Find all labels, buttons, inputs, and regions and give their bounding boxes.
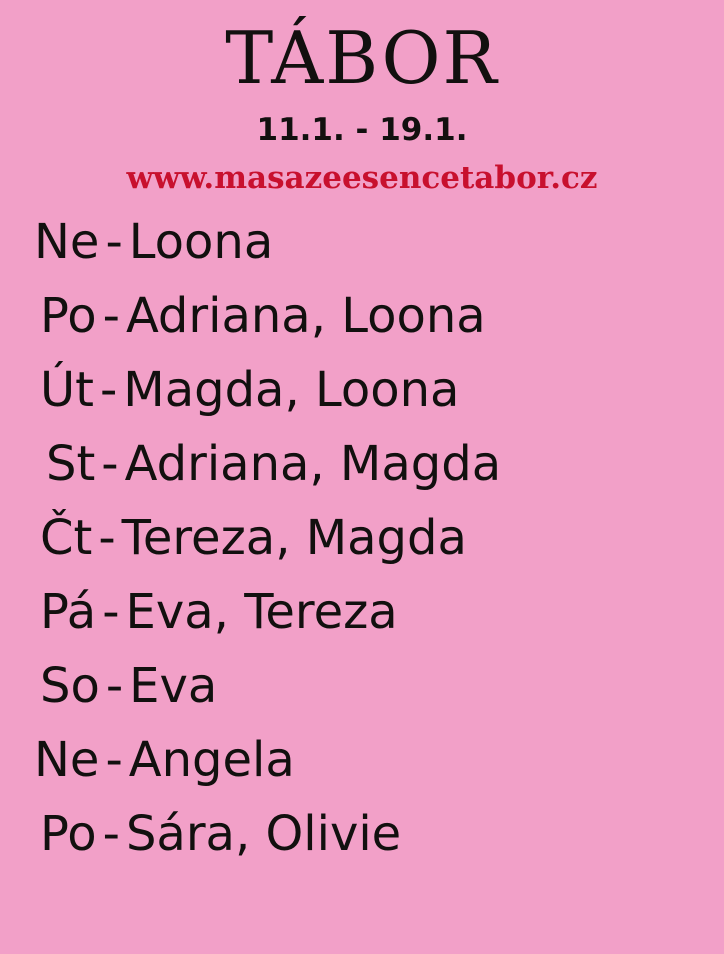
schedule-list [0, 214, 724, 884]
day-label: Po [40, 288, 97, 344]
list-item [34, 362, 724, 418]
names-label: Tereza, Magda [121, 510, 467, 566]
day-label: Čt [40, 510, 93, 566]
day-label: Ne [34, 732, 100, 788]
separator: - [102, 806, 120, 862]
day-label: Ne [34, 214, 100, 270]
separator: - [105, 732, 123, 788]
day-label: Po [40, 806, 97, 862]
list-item [34, 288, 724, 344]
separator: - [102, 584, 120, 640]
names-label: Sára, Olivie [125, 806, 402, 862]
day-label: Út [40, 362, 94, 418]
day-label: So [40, 658, 100, 714]
names-label: Eva [129, 658, 218, 714]
page-title: TÁBOR [225, 16, 499, 100]
names-label: Loona [128, 214, 274, 270]
names-label: Adriana, Loona [125, 288, 486, 344]
names-label: Angela [128, 732, 295, 788]
separator: - [99, 362, 118, 418]
list-item [34, 214, 724, 270]
names-label: Eva, Tereza [125, 584, 398, 640]
day-label: Pá [40, 584, 97, 640]
list-item [34, 584, 724, 640]
date-range: 11.1. - 19.1. [256, 112, 468, 148]
list-item [34, 658, 724, 714]
separator: - [101, 436, 119, 492]
list-item [34, 436, 724, 492]
separator: - [105, 214, 123, 270]
separator: - [98, 510, 116, 566]
names-label: Adriana, Magda [124, 436, 502, 492]
separator: - [102, 288, 120, 344]
day-label: St [46, 436, 96, 492]
list-item [34, 806, 724, 862]
names-label: Magda, Loona [123, 362, 460, 418]
separator: - [105, 658, 124, 714]
list-item [34, 732, 724, 788]
list-item [34, 510, 724, 566]
website-link[interactable]: www.masazeesencetabor.cz [126, 160, 598, 196]
